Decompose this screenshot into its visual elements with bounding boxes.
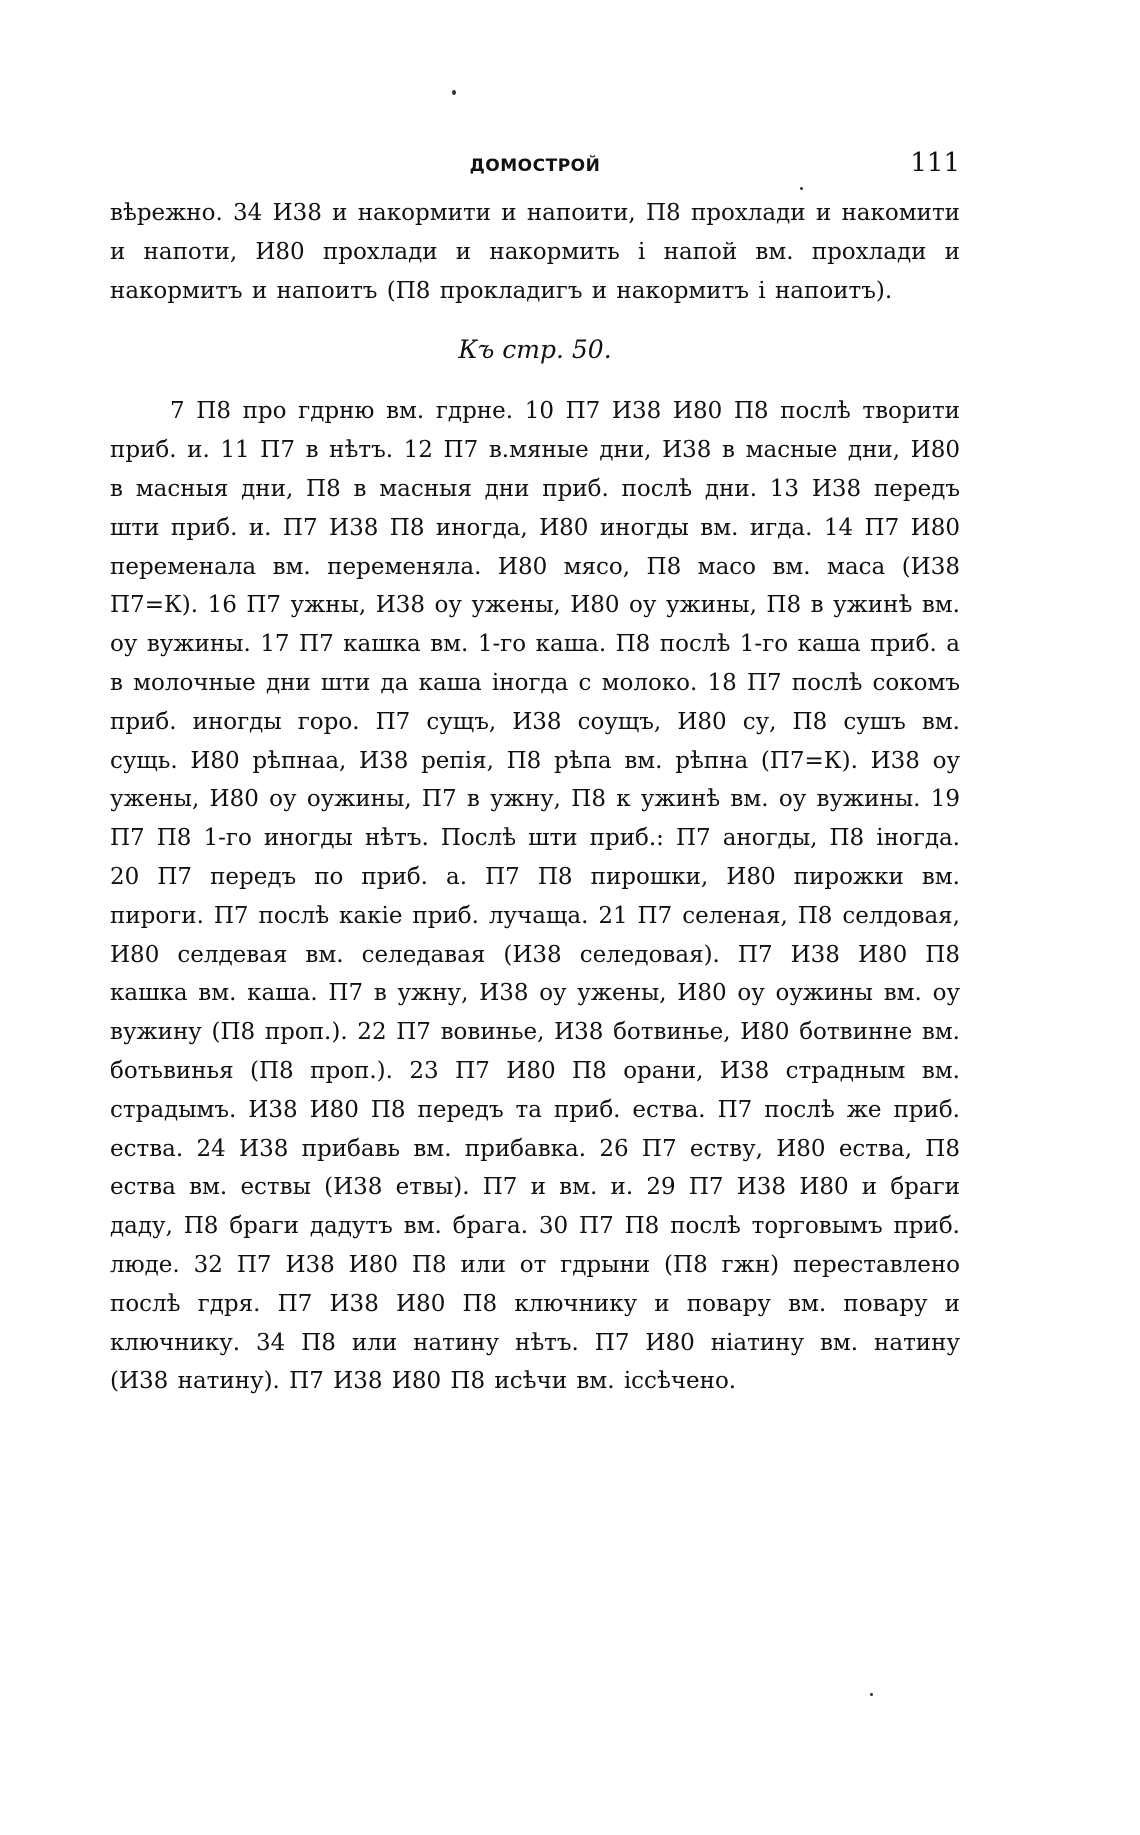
paragraph-top: вѣрежно. 34 И38 и накормити и напоити, П8 прохлади и накомити и напоти, И80 прохлади и накормить і напой вм. прохлади и накормитъ и напоитъ (П8 прокладигъ и накормитъ і напоитъ). [110, 200, 960, 304]
paragraph-main: 7 П8 про гдрню вм. гдрне. 10 П7 И38 И80 П8 послѣ творити приб. и. 11 П7 в нѣтъ. 12 П7 в.мяные дни, И38 в масные дни, И80 в масныя дни, П8 в масныя дни приб. послѣ дни. 13 И38 передъ шти приб. и. П7 И38 П8 иногда, И80 иногды вм. игда. 14 П7 И80 переменала вм. переменяла. И80 мясо, П8 масо вм. маса (И38 П7=К). 16 П7 ужны, И38 оу ужены, И80 оу ужины, П8 в ужинѣ вм. оу вужины. 17 П7 кашка вм. 1-го каша. П8 послѣ 1-го каша приб. а в молочные дни шти да каша іногда с молоко. 18 П7 послѣ сокомъ приб. иногды горо. П7 сущъ, И38 соущъ, И80 су, П8 сушъ вм. сущь. И80 рѣпнаа, И38 репія, П8 рѣпа вм. рѣпна (П7=К). И38 оу ужены, И80 оу оужины, П7 в ужну, П8 к ужинѣ вм. оу вужины. 19 П7 П8 1-го иногды нѣтъ. Послѣ шти приб.: П7 аногды, П8 іногда. 20 П7 передъ по приб. а. П7 П8 пирошки, И80 пирожки вм. пироги. П7 послѣ какіе приб. лучаща. 21 П7 селеная, П8 селдовая, И80 селдевая вм. селедавая (И38 селедовая). П7 И38 И80 П8 кашка вм. каша. П7 в ужну, И38 оу ужены, И80 оу оужины вм. оу вужину (П8 проп.). 22 П7 вовинье, И38 ботвинье, И80 ботвинне вм. ботьвинья (П8 проп.). 23 П7 И80 П8 орани, И38 страдным вм. страдымъ. И38 И80 П8 передъ та приб. ества. П7 послѣ же приб. ества. 24 И38 прибавь вм. прибавка. 26 П7 еству, И80 ества, П8 ества вм. ествы (И38 етвы). П7 и вм. и. 29 П7 И38 И80 и браги даду, П8 браги дадутъ вм. брага. 30 П7 П8 послѣ торговымъ приб. люде. 32 П7 И38 И80 П8 или от гдрыни (П8 гжн) переставлено послѣ гдря. П7 И38 И80 П8 ключнику и повару вм. повару и ключнику. 34 П8 или натину нѣтъ. П7 И80 ніатину вм. натину (И38 натину). П7 И38 И80 П8 исѣчи вм. іссѣчено. [110, 398, 960, 1395]
page-number: 111 [910, 148, 960, 178]
print-speck [870, 1693, 873, 1696]
page-header [110, 148, 960, 188]
section-heading: Къ стр. 50. [458, 335, 612, 365]
running-title: ДОМОСТРОЙ [469, 156, 601, 176]
text-block [110, 194, 960, 1401]
print-speck [452, 90, 456, 95]
